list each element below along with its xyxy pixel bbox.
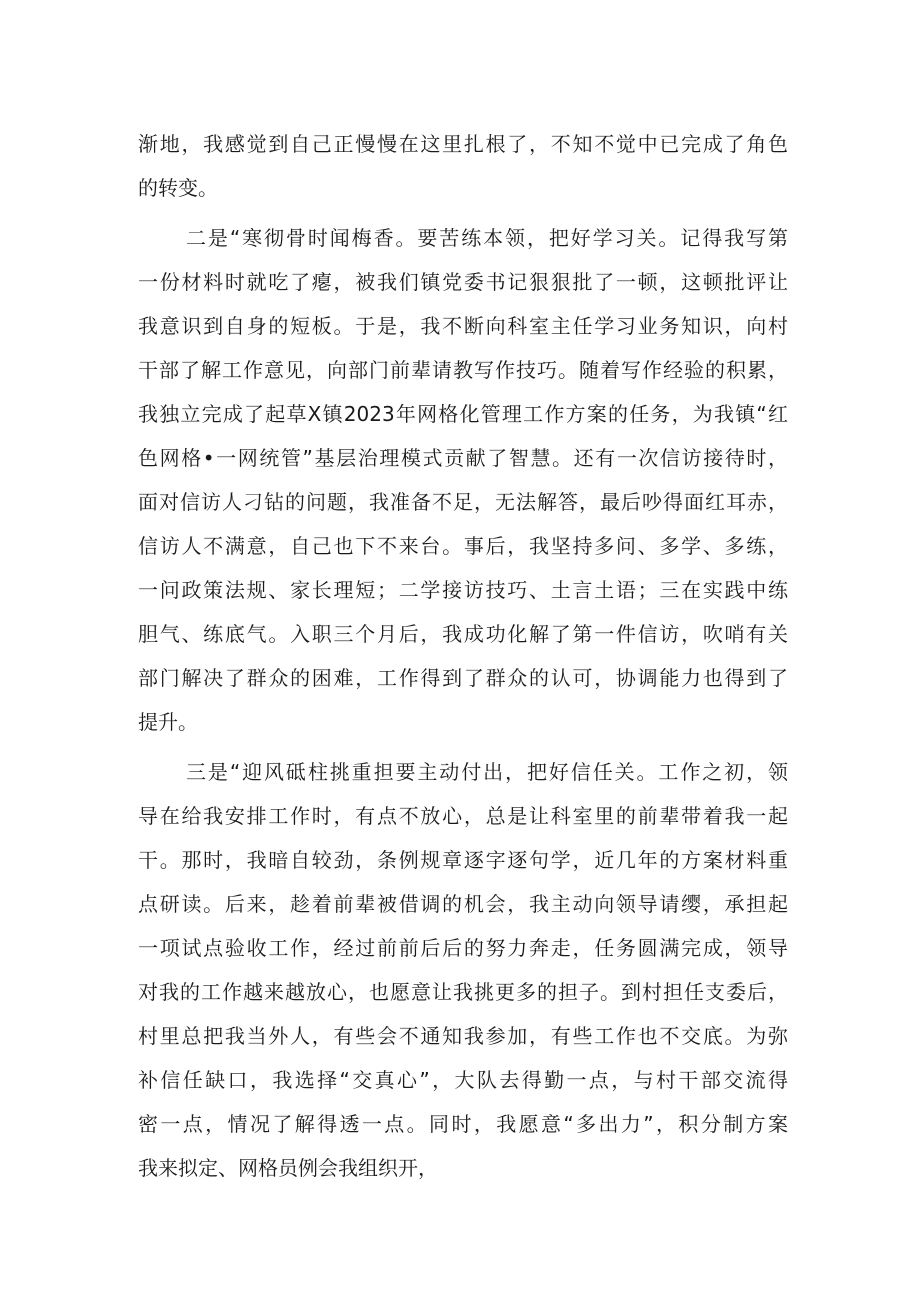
text-line: 二是“寒彻骨时闻梅香。要苦练本领，把好学习关。记得我写第 <box>186 226 788 250</box>
text-line: 点研读。后来，趁着前辈被借调的机会，我主动向领导请缨，承担起 <box>138 892 788 916</box>
text-line: 密一点，情况了解得透一点。同时，我愿意“多出力”，积分制方案 <box>138 1112 788 1136</box>
text-line: 三是“迎风砥柱挑重担要主动付出，把好信任关。工作之初，领 <box>186 760 788 784</box>
text-line: 我独立完成了起草X镇2023年网格化管理工作方案的任务，为我镇“红 <box>138 402 788 426</box>
paragraph-continuation <box>138 122 788 210</box>
text-line: 提升。 <box>138 710 198 734</box>
text-line: 面对信访人刁钻的问题，我准备不足，无法解答，最后吵得面红耳赤， <box>138 490 788 514</box>
text-line: 导在给我安排工作时，有点不放心，总是让科室里的前辈带着我一起 <box>138 804 788 828</box>
text-line: 胆气、练底气。入职三个月后，我成功化解了第一件信访，吹哨有关 <box>138 622 788 646</box>
text-line: 补信任缺口，我选择“交真心”，大队去得勤一点，与村干部交流得 <box>138 1068 788 1092</box>
text-line: 我来拟定、网格员例会我组织开， <box>138 1156 438 1180</box>
text-line: 信访人不满意，自己也下不来台。事后，我坚持多问、多学、多练， <box>138 534 788 558</box>
text-line: 我意识到自身的短板。于是，我不断向科室主任学习业务知识，向村 <box>138 314 788 338</box>
text-line: 渐地，我感觉到自己正慢慢在这里扎根了，不知不觉中已完成了角色 <box>138 132 788 156</box>
text-line: 对我的工作越来越放心，也愿意让我挑更多的担子。到村担任支委后， <box>138 980 788 1004</box>
text-line: 色网格•一网统管”基层治理模式贡献了智慧。还有一次信访接待时， <box>138 446 788 470</box>
document-body <box>138 122 788 1190</box>
text-line: 干部了解工作意见，向部门前辈请教写作技巧。随着写作经验的积累， <box>138 358 788 382</box>
text-line: 村里总把我当外人，有些会不通知我参加，有些工作也不交底。为弥 <box>138 1024 788 1048</box>
text-line: 干。那时，我暗自较劲，条例规章逐字逐句学，近几年的方案材料重 <box>138 848 788 872</box>
text-line: 一问政策法规、家长理短；二学接访技巧、土言土语；三在实践中练 <box>138 578 788 602</box>
text-line: 一份材料时就吃了瘪，被我们镇党委书记狠狠批了一顿，这顿批评让 <box>138 270 788 294</box>
text-line: 一项试点验收工作，经过前前后后的努力奔走，任务圆满完成，领导 <box>138 936 788 960</box>
paragraph-learning <box>138 216 788 744</box>
text-line: 部门解决了群众的困难，工作得到了群众的认可，协调能力也得到了 <box>138 666 788 690</box>
paragraph-trust <box>138 750 788 1190</box>
text-line: 的转变。 <box>138 176 218 200</box>
